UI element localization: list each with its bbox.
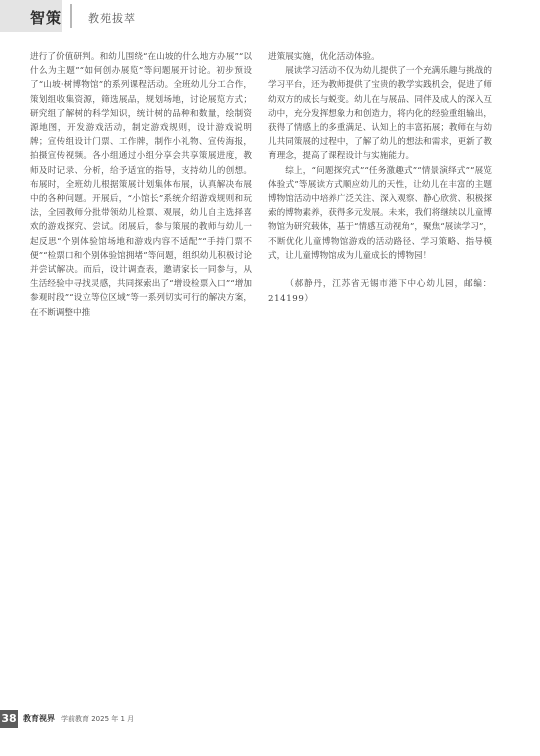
right-column: [268, 50, 492, 307]
body-paragraph: 展读学习活动不仅为幼儿提供了一个充满乐趣与挑战的学习平台，还为教师提供了宝贵的教学实践机会，促进了师幼双方的成长与蜕变。幼儿在与展品、同伴及成人的深入互动中，充分发挥想象力和创造力，将内化的经验重组输出，获得了情感上的多重满足、认知上的丰富拓展；教师在与幼儿共同策展的过程中，了解了幼儿的想法和需求，更新了教育理念，提高了课程设计与实施能力。: [268, 66, 492, 162]
section-title: 教苑拔萃: [88, 12, 136, 25]
issue-info: 学前教育 2025 年 1 月: [61, 715, 135, 723]
column-title: 智策: [30, 9, 63, 27]
author-signature: （郝静丹，江苏省无锡市港下中心幼儿园，邮编：214199）: [268, 279, 492, 305]
body-paragraph-conclusion: 综上，“问题探究式”“任务激趣式”“情景演绎式”“展览体验式”等展读方式顺应幼儿的天性，让幼儿在丰富的主题博物馆活动中培养广泛关注、深入观察、静心欣赏、积极探索的博物素养，获得多元发展。未来，我们将继续以儿童博物馆为研究载体，基于“情感互动视角”，聚焦“展读学习”，不断优化儿童博物馆游戏的活动路径、学习策略、指导模式，让儿童博物馆成为儿童成长的博物园！: [268, 165, 492, 261]
body-paragraph-continued-end: 进策展实施，优化活动体验。: [268, 52, 380, 62]
page-number: 38: [0, 710, 18, 728]
header-divider: [70, 4, 72, 28]
body-paragraph-continued: 进行了价值研判。和幼儿围绕“在山坡的什么地方办展”“以什么为主题”“如何创办展览”等问题展开讨论。初步预设了“山坡·树博物馆”的系列课程活动。全班幼儿分工合作，策划组收集资源，筛选展品，规划场地，讨论展览方式；研究组了解树的科学知识，统计树的品种和数量，绘制资源地图，开发游戏活动，制定游戏规则，设计游戏说明牌；宣传组设计门票、工作牌，制作小礼物、宣传海报，拍摄宣传视频。各小组通过小组分享会共享策展进度，教师及时记录、分析，给予适宜的指导，支持幼儿的创想。布展时，全班幼儿根据策展计划集体布展，认真解决布展中的各种问题。开展后，“小馆长”系统介绍游戏规则和玩法，全园教师分批带领幼儿检票、观展，幼儿自主选择喜欢的游戏探究、尝试。闭展后，参与策展的教师与幼儿一起反思“个别体验馆场地和游戏内容不适配”“手持门票不便”“检票口和个别体验馆拥堵”等问题，组织幼儿积极讨论并尝试解决。而后，设计调查表，邀请家长一同参与，从生活经验中寻找灵感，共同探索出了“增设检票入口”“增加参观时段”“设立等位区域”等一系列切实可行的解决方案，在不断调整中推: [30, 52, 252, 318]
page-header: [0, 0, 540, 32]
left-column: [30, 50, 252, 320]
journal-name: 教育视界: [23, 714, 55, 723]
page-footer: [0, 710, 300, 728]
